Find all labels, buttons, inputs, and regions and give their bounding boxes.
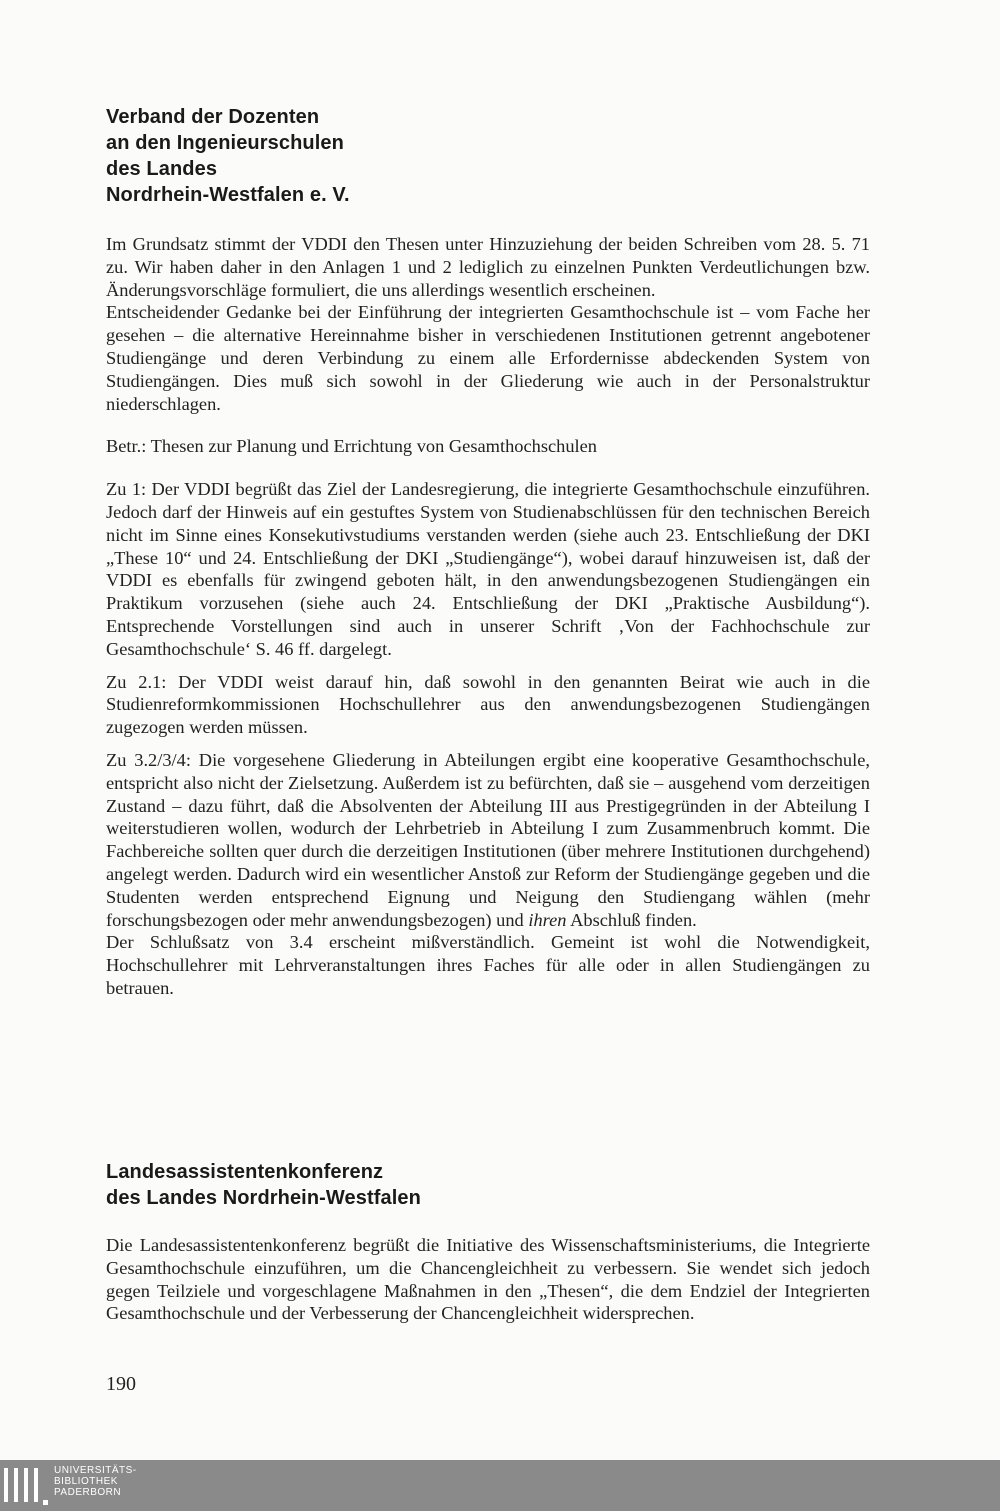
page-number: 190 <box>106 1373 136 1395</box>
paragraph: Im Grundsatz stimmt der VDDI den Thesen unter Hinzuziehung der beiden Schreiben vom 28. 5. 71 zu. Wir haben daher in den Anlagen 1 und 2 lediglich zu einzelnen Punkten Verdeutlichungen bzw. Änderungsvorschläge formuliert, die uns allerdings wesentlich erscheinen. <box>106 234 870 300</box>
library-logo-dot-icon <box>43 1500 48 1505</box>
paragraph-text: Zu 3.2/3/4: Die vorgesehene Gliederung in Abteilungen ergibt eine kooperative Gesamthochschule, entspricht also nicht der Zielsetzung. Außerdem ist zu befürchten, daß sie – ausgehend vom derzeitigen Zustand – dazu führt, daß die Absolventen der Abteilung III aus Prestigegründen in der Abteilung I weiterstudieren wollen, wodurch der Lehrbetrieb in Abteilung I zum Zusammenbruch kommt. Die Fachbereiche sollten quer durch die derzeitigen Institutionen (über mehrere Institutionen durchgehend) angelegt werden. Dadurch wird ein wesentlicher Anstoß zur Reform der Studiengänge gegeben und die Studenten werden entsprechend Eignung und Neigung den Studiengang wählen (mehr forschungsbezogen oder mehr anwendungsbezogen) und <box>106 749 870 930</box>
library-logo-icon <box>4 1468 38 1502</box>
heading-line: Verband der Dozenten <box>106 106 320 128</box>
emphasis-text: ihren <box>528 909 567 930</box>
heading-line: an den Ingenieurschulen <box>106 132 344 154</box>
section-body-lak <box>106 1234 870 1325</box>
library-footer <box>0 1460 1000 1511</box>
paragraph-betreff: Betr.: Thesen zur Planung und Errichtung von Gesamthochschulen <box>106 436 597 457</box>
paragraph: Entscheidender Gedanke bei der Einführung der integrierten Gesamthochschule ist – vom Fache her gesehen – die alternative Hereinnahme bisher in verschiedenen Institutionen getrennt angebotener Studiengänge und deren Verbindung zu einem alle Erfordernisse abdeckenden System von Studiengängen. Dies muß sich sowohl in der Gliederung wie auch in der Personalstruktur niederschlagen. <box>106 302 870 414</box>
heading-line: Nordrhein-Westfalen e. V. <box>106 184 350 206</box>
library-name <box>54 1465 137 1498</box>
heading-line: des Landes <box>106 158 218 180</box>
paragraph: Die Landesassistentenkonferenz begrüßt die Initiative des Wissenschaftsministeriums, die Integrierte Gesamthochschule einzuführen, um die Chancengleichheit zu verbessern. Sie wendet sich jedoch gegen Teilziele und vorgeschlagene Maßnahmen in den „Thesen“, die dem Endziel der Integrierten Gesamthochschule und der Verbesserung der Chancengleichheit widersprechen. <box>106 1235 870 1324</box>
heading-line: des Landes Nordrhein-Westfalen <box>106 1187 421 1209</box>
library-name-line: BIBLIOTHEK <box>54 1476 118 1487</box>
paragraph <box>106 749 870 931</box>
section-heading-lak <box>106 1159 421 1211</box>
paragraph: Zu 1: Der VDDI begrüßt das Ziel der Landesregierung, die integrierte Gesamthochschule einzuführen. Jedoch darf der Hinweis auf ein gestuftes System von Studienabschlüssen für den technischen Bereich nicht im Sinne eines Konsekutivstudiums verstanden werden (siehe auch 23. Entschließung der DKI „These 10“ und 24. Entschließung der DKI „Studiengänge“), wobei darauf hinzuweisen ist, daß der VDDI es ebenfalls für zwingend geboten hält, in den anwendungsbezogenen Studiengängen ein Praktikum vorzusehen (siehe auch 24. Entschließung der DKI „Praktische Ausbildung“). Entsprechende Vorstellungen sind auch in unserer Schrift ‚Von der Fachhochschule zur Gesamthochschule‘ S. 46 ff. dargelegt. <box>106 479 870 659</box>
paragraph-text: Abschluß finden. <box>570 909 697 930</box>
paragraph: Der Schlußsatz von 3.4 erscheint mißverständlich. Gemeint ist wohl die Notwendigkeit, Hochschullehrer mit Lehrveranstaltungen ihres Faches für alle oder in allen Studiengängen zu betrauen. <box>106 932 870 998</box>
library-name-line: UNIVERSITÄTS- <box>54 1465 137 1476</box>
paragraph: Zu 2.1: Der VDDI weist darauf hin, daß sowohl in den genannten Beirat wie auch in die Studienreformkommissionen Hochschullehrer aus den anwendungsbezogenen Studiengängen zugezogen werden müssen. <box>106 671 870 738</box>
library-name-line: PADERBORN <box>54 1487 122 1498</box>
heading-line: Landesassistentenkonferenz <box>106 1161 384 1183</box>
section-body-vddi <box>106 233 870 1000</box>
section-heading-vddi <box>106 104 350 208</box>
